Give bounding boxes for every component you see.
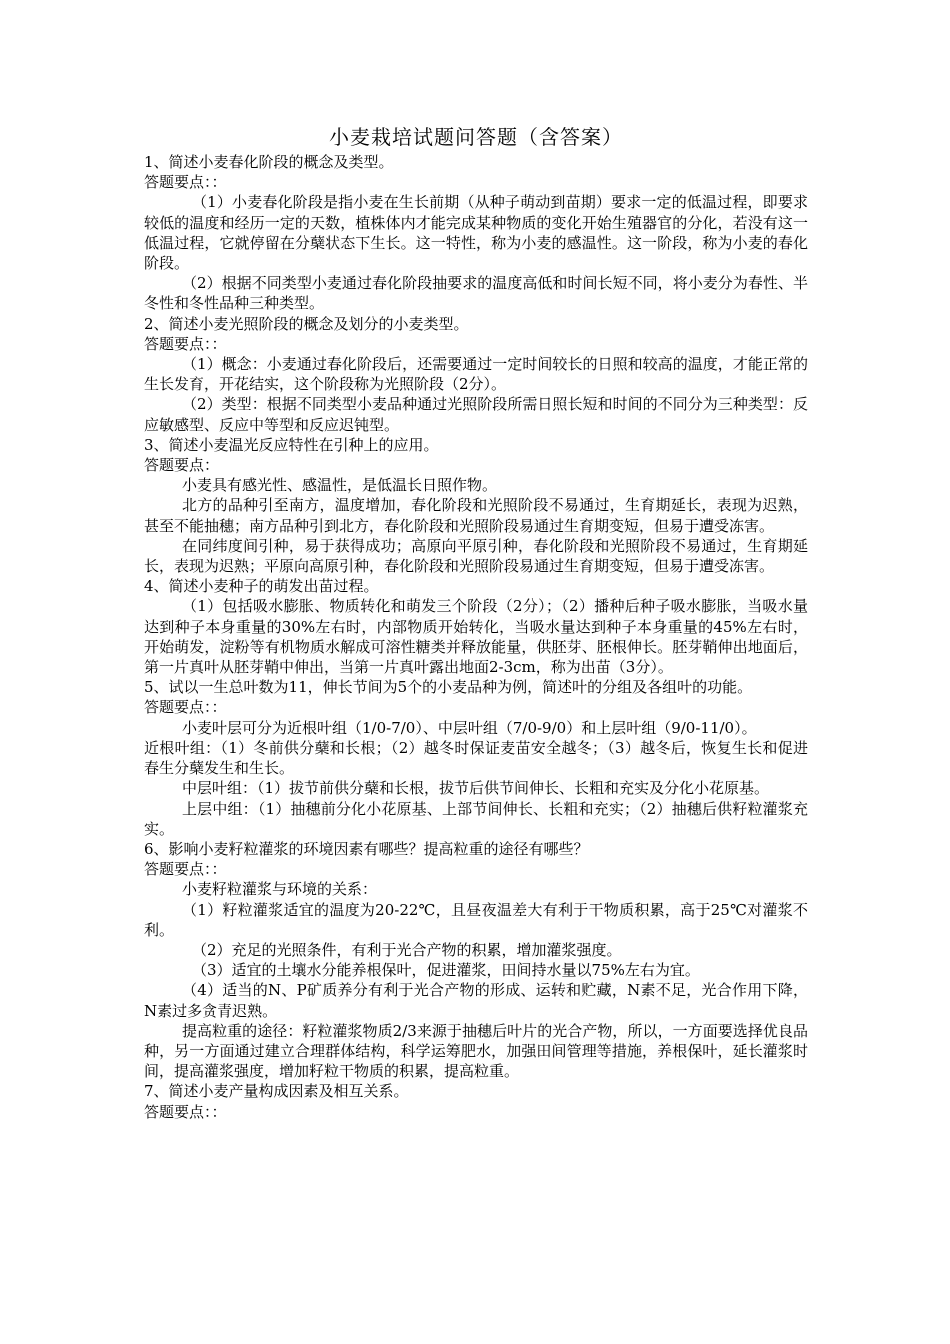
document-page: [144, 124, 808, 1122]
answer-paragraph: 提高粒重的途径：籽粒灌浆物质2/3来源于抽穗后叶片的光合产物，所以，一方面要选择优良品种，另一方面通过建立合理群体结构，科学运筹肥水，加强田间管理等措施，养根保叶，延长灌浆时间，提高灌浆强度，增加籽粒干物质的积累，提高粒重。: [144, 1021, 808, 1081]
document-body: [144, 152, 808, 1122]
answer-paragraph: 小麦籽粒灌浆与环境的关系：: [182, 880, 378, 899]
answer-label: 答题要点：：: [144, 698, 227, 717]
answer-paragraph: （4）适当的N、P矿质养分有利于光合产物的形成、运转和贮藏，N素不足，光合作用下降，N素过多贪青迟熟。: [144, 981, 808, 1020]
answer-paragraph: 上层中组：（1）抽穗前分化小花原基、上部节间伸长、长粗和充实；（2）抽穗后供籽粒灌浆充实。: [144, 799, 808, 838]
answer-paragraph: （2）充足的光照条件，有利于光合产物的积累，增加灌浆强度。: [192, 940, 622, 959]
question-paragraph: 6、影响小麦籽粒灌浆的环境因素有哪些？提高粒重的途径有哪些？: [144, 839, 589, 858]
question-paragraph: 3、简述小麦温光反应特性在引种上的应用。: [144, 435, 439, 454]
answer-label: 答题要点：: [144, 456, 220, 475]
answer-paragraph: （1）小麦春化阶段是指小麦在生长前期（从种子萌动到苗期）要求一定的低温过程，即要求较低的温度和经历一定的天数，植株体内才能完成某种物质的变化开始生殖器官的分化，若没有这一低温过程，它就停留在分蘖状态下生长。这一特性，称为小麦的感温性。这一阶段，称为小麦的春化阶段。: [144, 193, 808, 273]
question-paragraph: 7、简述小麦产量构成因素及相互关系。: [144, 1082, 409, 1101]
answer-label: 答题要点：：: [144, 1102, 227, 1121]
answer-paragraph: （2）类型：根据不同类型小麦品种通过光照阶段所需日照长短和时间的不同分为三种类型：反应敏感型、反应中等型和反应迟钝型。: [144, 395, 808, 434]
answer-paragraph: 小麦具有感光性、感温性，是低温长日照作物。: [182, 476, 498, 495]
answer-paragraph: 小麦叶层可分为近根叶组（1/0-7/0）、中层叶组（7/0-9/0）和上层叶组（9/0-11/0）。: [182, 718, 757, 737]
answer-paragraph: （1）籽粒灌浆适宜的温度为20-22℃，且昼夜温差大有利于干物质积累，高于25℃对灌浆不利。: [144, 900, 808, 939]
answer-paragraph: 北方的品种引至南方，温度增加，春化阶段和光照阶段不易通过，生育期延长，表现为迟熟，甚至不能抽穗；南方品种引到北方，春化阶段和光照阶段易通过生育期变短，但易于遭受冻害。: [144, 496, 808, 535]
question-paragraph: 5、试以一生总叶数为11，伸长节间为5个的小麦品种为例，简述叶的分组及各组叶的功能。: [144, 678, 753, 697]
document-title: 小麦栽培试题问答题（含答案）: [329, 125, 623, 149]
question-paragraph: 4、简述小麦种子的萌发出苗过程。: [144, 577, 379, 596]
answer-label: 答题要点：：: [144, 860, 227, 879]
answer-label: 答题要点：：: [144, 173, 227, 192]
question-paragraph: 近根叶组：（1）冬前供分蘖和长根；（2）越冬时保证麦苗安全越冬；（3）越冬后，恢复生长和促进春生分蘖发生和生长。: [144, 738, 808, 778]
question-paragraph: 1、简述小麦春化阶段的概念及类型。: [144, 153, 394, 171]
answer-label: 答题要点：：: [144, 334, 227, 353]
answer-paragraph: （2）根据不同类型小麦通过春化阶段抽要求的温度高低和时间长短不同，将小麦分为春性、半冬性和冬性品种三种类型。: [144, 274, 808, 313]
question-paragraph: 2、简述小麦光照阶段的概念及划分的小麦类型。: [144, 314, 469, 333]
answer-paragraph: （1）包括吸水膨胀、物质转化和萌发三个阶段（2分）；（2）播种后种子吸水膨胀，当吸水量达到种子本身重量的30%左右时，内部物质开始转化，当吸水量达到种子本身重量的45%左右时，开始萌发，淀粉等有机物质水解成可溶性糖类并释放能量，供胚芽、胚根伸长。胚芽鞘伸出地面后，第一片真叶从胚芽鞘中伸出，当第一片真叶露出地面2-3cm，称为出苗（3分）。: [144, 597, 808, 677]
answer-paragraph: 中层叶组：（1）拔节前供分蘖和长根，拔节后供节间伸长、长粗和充实及分化小花原基。: [182, 779, 770, 798]
answer-paragraph: （1）概念：小麦通过春化阶段后，还需要通过一定时间较长的日照和较高的温度，才能正常的生长发育，开花结实，这个阶段称为光照阶段（2分）。: [144, 355, 808, 394]
answer-paragraph: 在同纬度间引种，易于获得成功；高原向平原引种，春化阶段和光照阶段不易通过，生育期延长，表现为迟熟；平原向高原引种，春化阶段和光照阶段易通过生育期变短，但易于遭受冻害。: [144, 536, 808, 576]
answer-paragraph: （3）适宜的土壤水分能养根保叶，促进灌浆，田间持水量以75%左右为宜。: [192, 961, 700, 980]
